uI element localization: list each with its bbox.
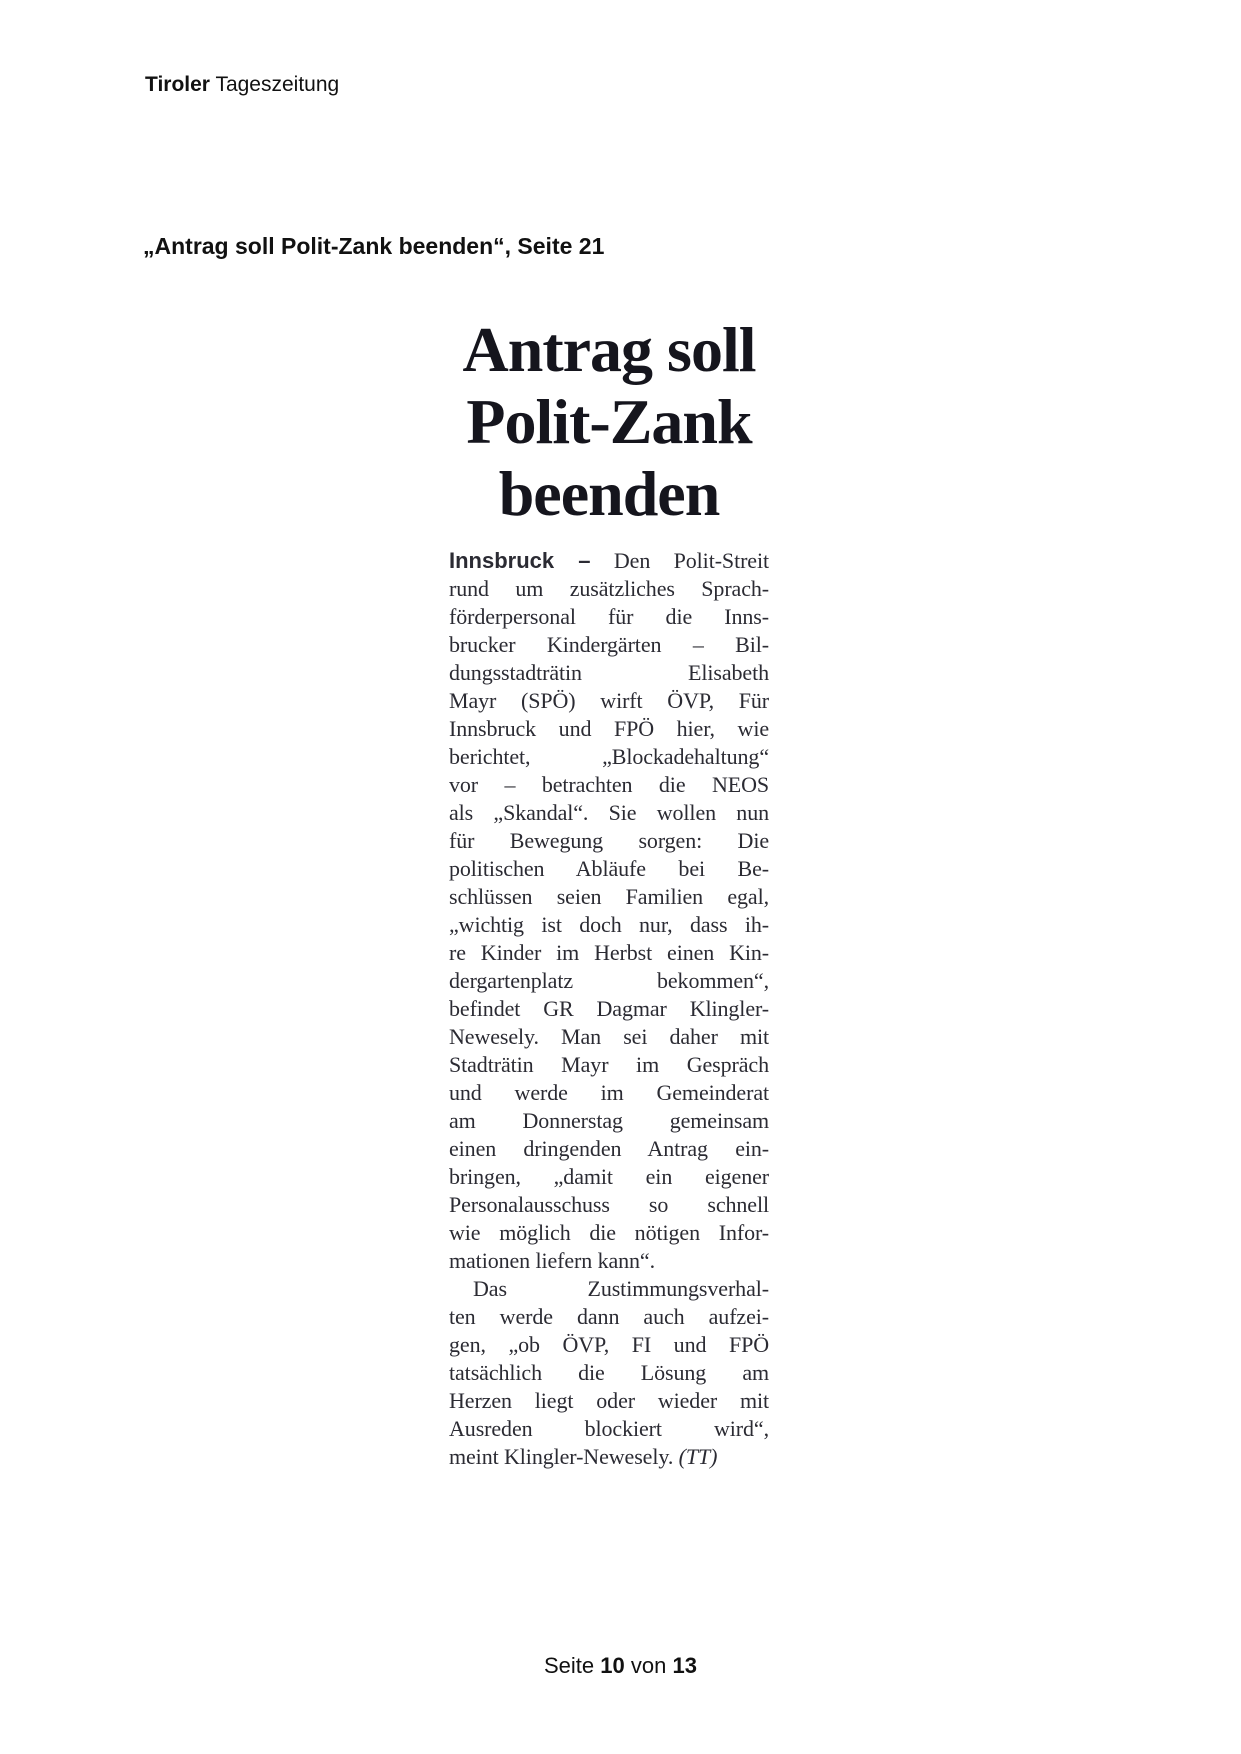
article-line: dungsstadträtin Elisabeth xyxy=(449,660,769,685)
article-line: mationen liefern kann“. xyxy=(449,1248,656,1273)
article-line: ten werde dann auch aufzei- xyxy=(449,1304,769,1329)
article-line: re Kinder im Herbst einen Kin- xyxy=(449,940,769,965)
article-line: rund um zusätzliches Sprach- xyxy=(449,576,769,601)
article-line: „wichtig ist doch nur, dass ih- xyxy=(449,912,769,937)
headline-line: Polit-Zank xyxy=(466,386,752,457)
article-line: berichtet, „Blockadehaltung“ xyxy=(449,744,769,769)
headline-line: beenden xyxy=(498,458,720,529)
article-line: vor – betrachten die NEOS xyxy=(449,772,769,797)
article-lead-location: Innsbruck – xyxy=(449,548,591,573)
article-line: wie möglich die nötigen Infor- xyxy=(449,1220,769,1245)
masthead-brand-bold: Tiroler xyxy=(145,73,210,96)
article-credit: (TT) xyxy=(678,1444,718,1469)
article-line: brucker Kindergärten – Bil- xyxy=(449,632,769,657)
article-line: Personalausschuss so schnell xyxy=(449,1192,769,1217)
article-line: gen, „ob ÖVP, FI und FPÖ xyxy=(449,1332,769,1357)
newspaper-masthead xyxy=(145,72,339,98)
article-line: Mayr (SPÖ) wirft ÖVP, Für xyxy=(449,688,769,713)
footer-label-seite: Seite xyxy=(544,1653,595,1678)
article-reference-line: „Antrag soll Polit-Zank beenden“, Seite 21 xyxy=(143,233,605,259)
article-line: als „Skandal“. Sie wollen nun xyxy=(449,800,769,825)
article-line: Newesely. Man sei daher mit xyxy=(449,1024,769,1049)
article-line: am Donnerstag gemeinsam xyxy=(449,1108,769,1133)
article-line: schlüssen seien Familien egal, xyxy=(449,884,769,909)
headline-line: Antrag soll xyxy=(462,314,756,385)
article-line: und werde im Gemeinderat xyxy=(449,1080,769,1105)
article-line: dergartenplatz bekommen“, xyxy=(449,968,769,993)
article-body xyxy=(449,547,769,1471)
article-line: bringen, „damit ein eigener xyxy=(449,1164,769,1189)
page-footer xyxy=(0,1652,1241,1680)
article-line: Stadträtin Mayr im Gespräch xyxy=(449,1052,769,1077)
article-line: Innsbruck und FPÖ hier, wie xyxy=(449,716,769,741)
article-line: Das Zustimmungsverhal- xyxy=(473,1276,769,1301)
article-line: Innsbruck – Den Polit-Streit xyxy=(449,548,769,573)
article-line: förderpersonal für die Inns- xyxy=(449,604,769,629)
article-headline xyxy=(449,314,769,530)
article-line: meint Klingler-Newesely. (TT) xyxy=(449,1444,718,1469)
footer-page-total: 13 xyxy=(672,1653,697,1678)
article-line: befindet GR Dagmar Klingler- xyxy=(449,996,769,1021)
footer-page-current: 10 xyxy=(600,1653,625,1678)
masthead-brand-regular: Tageszeitung xyxy=(215,73,340,96)
article-line: Herzen liegt oder wieder mit xyxy=(449,1388,769,1413)
article-line: Ausreden blockiert wird“, xyxy=(449,1416,769,1441)
article-line: einen dringenden Antrag ein- xyxy=(449,1136,769,1161)
footer-label-von: von xyxy=(630,1653,667,1678)
article-line: für Bewegung sorgen: Die xyxy=(449,828,769,853)
article-line: politischen Abläufe bei Be- xyxy=(449,856,769,881)
article-line: tatsächlich die Lösung am xyxy=(449,1360,769,1385)
